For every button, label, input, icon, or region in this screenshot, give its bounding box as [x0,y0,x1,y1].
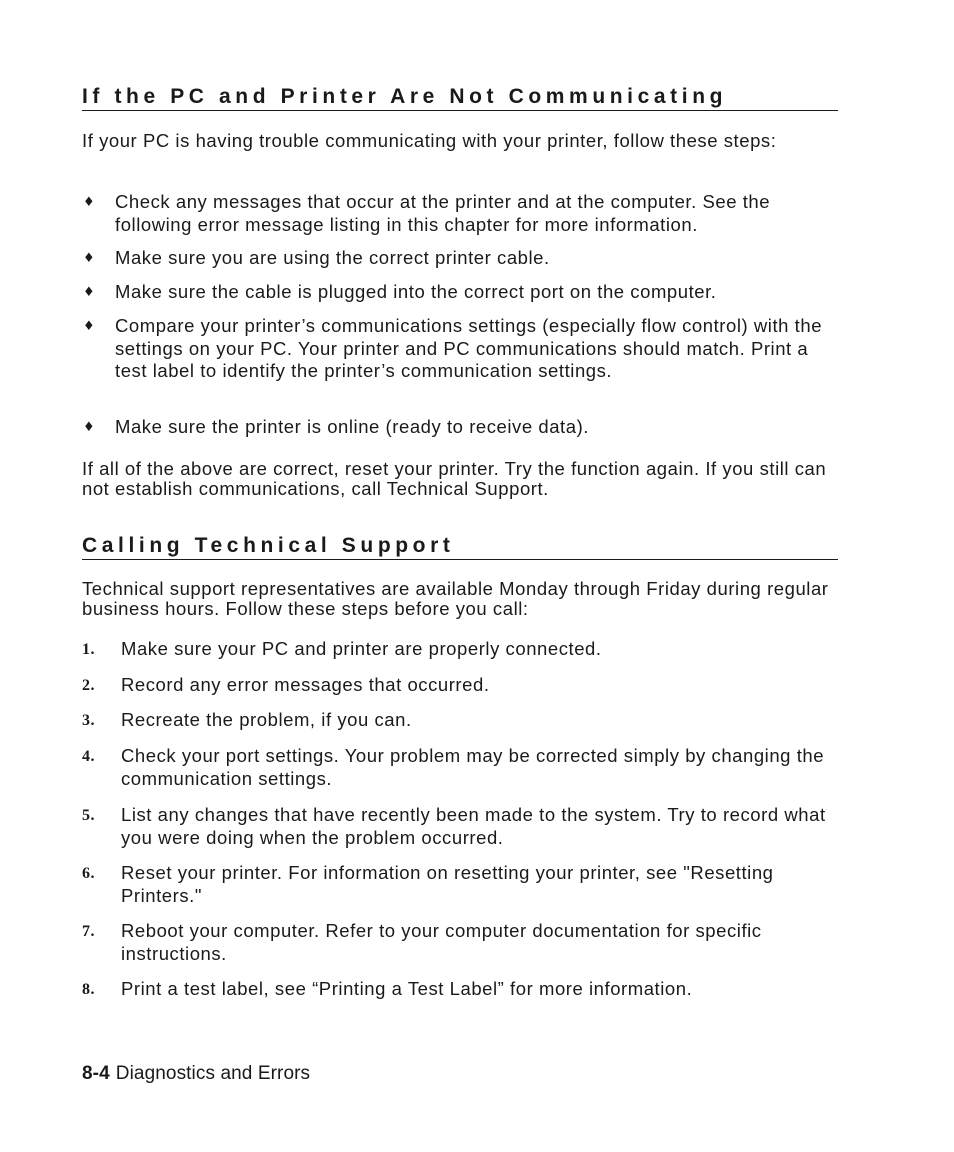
list-item-text: Reboot your computer. Refer to your computer documentation for specific instructions. [121,920,762,964]
step-number: 3. [82,712,96,729]
list-item-text: Reset your printer. For information on resetting your printer, see "Resetting Printers." [121,862,774,906]
list-item [82,920,842,965]
bullet-diamond-icon: ♦ [83,251,96,266]
list-item [82,862,842,907]
step-number: 1. [82,641,96,658]
bullet-diamond-icon: ♦ [83,285,96,300]
list-item-text: Record any error messages that occurred. [121,674,490,695]
list-item [82,281,842,304]
page-footer [82,1062,310,1086]
chapter-title: Diagnostics and Errors [115,1063,311,1084]
step-number: 6. [82,865,96,882]
list-item-text: Print a test label, see “Printing a Test Label” for more information. [121,978,693,999]
step-number: 5. [82,807,96,824]
bullet-diamond-icon: ♦ [83,195,96,210]
list-item-text: Check any messages that occur at the printer and at the computer. See the following error message listing in this chapter for more information. [115,191,771,235]
section-heading-not-communicating: If the PC and Printer Are Not Communicating [82,85,838,111]
list-item [82,709,842,732]
bullet-diamond-icon: ♦ [83,420,96,435]
bullet-diamond-icon: ♦ [83,319,96,334]
section-heading-technical-support: Calling Technical Support [82,534,838,560]
list-item-text: List any changes that have recently been made to the system. Try to record what you were doing when the problem occurred. [121,804,826,848]
list-item [82,247,842,270]
list-item [82,978,842,1001]
section-intro: Technical support representatives are available Monday through Friday during regular business hours. Follow these steps before you call: [82,578,829,619]
list-item [82,315,842,383]
step-number: 2. [82,677,96,694]
list-item [82,745,842,790]
step-number: 4. [82,748,96,765]
list-item-text: Check your port settings. Your problem may be corrected simply by changing the communication settings. [121,745,825,789]
list-item [82,638,842,661]
list-item-text: Compare your printer’s communications settings (especially flow control) with the settings on your PC. Your printer and PC communications should match. Print a test label to identify the printer’s communication settings. [115,315,823,381]
step-number: 8. [82,981,96,998]
section-closing: If all of the above are correct, reset your printer. Try the function again. If you still can not establish communications, call Technical Support. [82,458,827,499]
list-item [82,416,842,439]
list-item-text: Make sure you are using the correct printer cable. [115,247,550,268]
list-item [82,804,842,849]
list-item-text: Make sure the cable is plugged into the correct port on the computer. [115,281,717,302]
section-intro: If your PC is having trouble communicating with your printer, follow these steps: [82,130,777,151]
page-number: 8-4 [82,1063,110,1084]
list-item [82,191,842,236]
step-number: 7. [82,923,96,940]
list-item [82,674,842,697]
list-item-text: Make sure your PC and printer are properly connected. [121,638,602,659]
list-item-text: Recreate the problem, if you can. [121,709,412,730]
list-item-text: Make sure the printer is online (ready to receive data). [115,416,589,437]
